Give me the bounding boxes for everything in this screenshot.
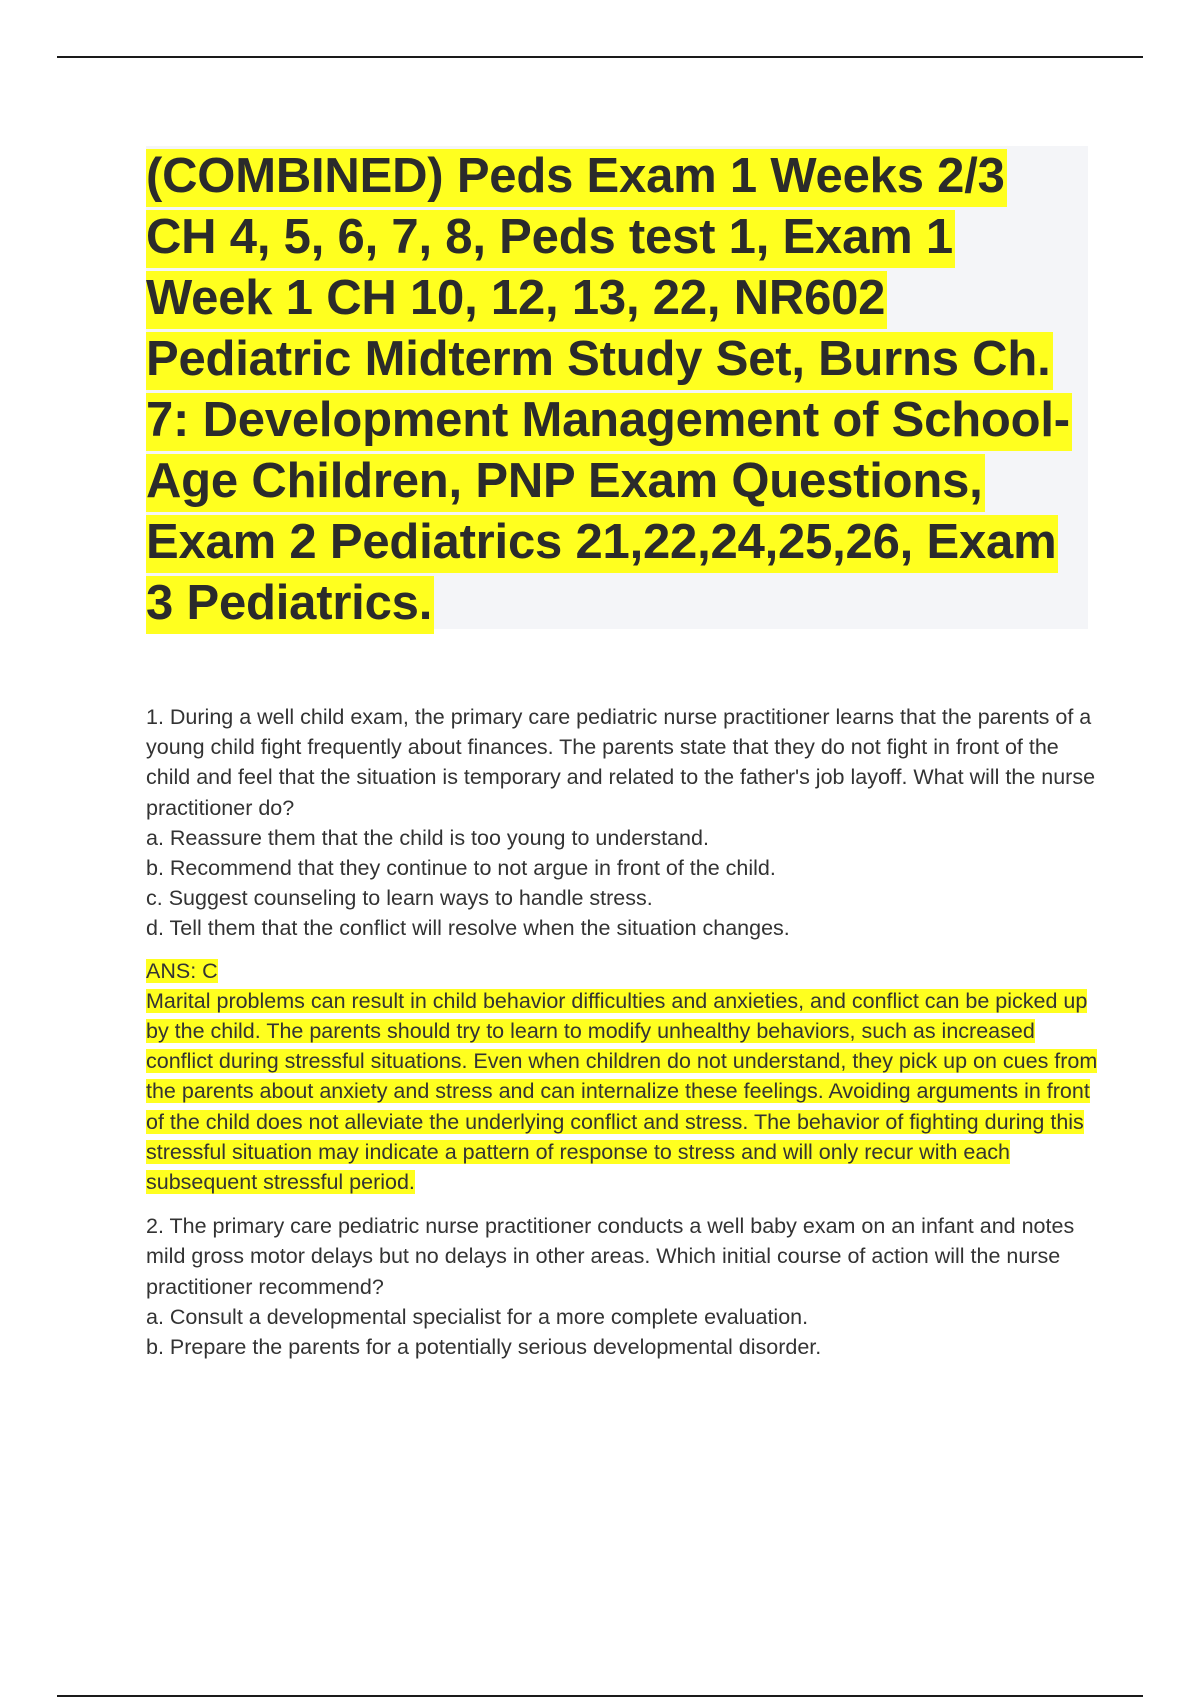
top-rule (57, 56, 1143, 58)
document-body (146, 702, 1098, 1362)
title-block (146, 146, 1088, 629)
question-stem: 1. During a well child exam, the primary care pediatric nurse practitioner learns that the parents of a young child fight frequently about finances. The parents state that they do not fight in front of the child and feel that the situation is temporary and related to the father's job layoff. What will the nurse practitioner do? (146, 705, 1096, 820)
answer-option-a: a. Consult a developmental specialist for a more complete evaluation. (146, 1304, 809, 1329)
answer-option-b: b. Recommend that they continue to not argue in front of the child. (146, 856, 776, 881)
question-1 (146, 702, 1098, 1197)
answer-block (146, 956, 1098, 1198)
answer-option-b: b. Prepare the parents for a potentially serious developmental disorder. (146, 1335, 822, 1360)
bottom-rule (57, 1695, 1143, 1697)
question-stem: 2. The primary care pediatric nurse practitioner conducts a well baby exam on an infant and notes mild gross motor delays but no delays in other areas. Which initial course of action will the nurse practitioner recommend? (146, 1214, 1075, 1299)
document-title-text: (COMBINED) Peds Exam 1 Weeks 2/3 CH 4, 5, 6, 7, 8, Peds test 1, Exam 1 Week 1 CH 10, 12, 13, 22, NR602 Pediatric Midterm Study Set, Burns Ch. 7: Development Management of School-Age Children, PNP Exam Questions, Exam 2 Pediatrics 21,22,24,25,26, Exam 3 Pediatrics. (146, 149, 1072, 634)
rationale-text: Marital problems can result in child behavior difficulties and anxieties, and conflict can be picked up by the child. The parents should try to learn to modify unhealthy behaviors, such as increased conflict during stressful situations. Even when children do not understand, they pick up on cues from the parents about anxiety and stress and can internalize these feelings. Avoiding arguments in front of the child does not alleviate the underlying conflict and stress. The behavior of fighting during this stressful situation may indicate a pattern of response to stress and will only recur with each subsequent stressful period. (146, 988, 1098, 1195)
document-title (146, 146, 1088, 634)
answer-label: ANS: C (146, 958, 218, 983)
answer-option-c: c. Suggest counseling to learn ways to handle stress. (146, 886, 653, 911)
answer-option-a: a. Reassure them that the child is too young to understand. (146, 825, 709, 850)
question-2 (146, 1211, 1098, 1362)
answer-option-d: d. Tell them that the conflict will resolve when the situation changes. (146, 916, 790, 941)
